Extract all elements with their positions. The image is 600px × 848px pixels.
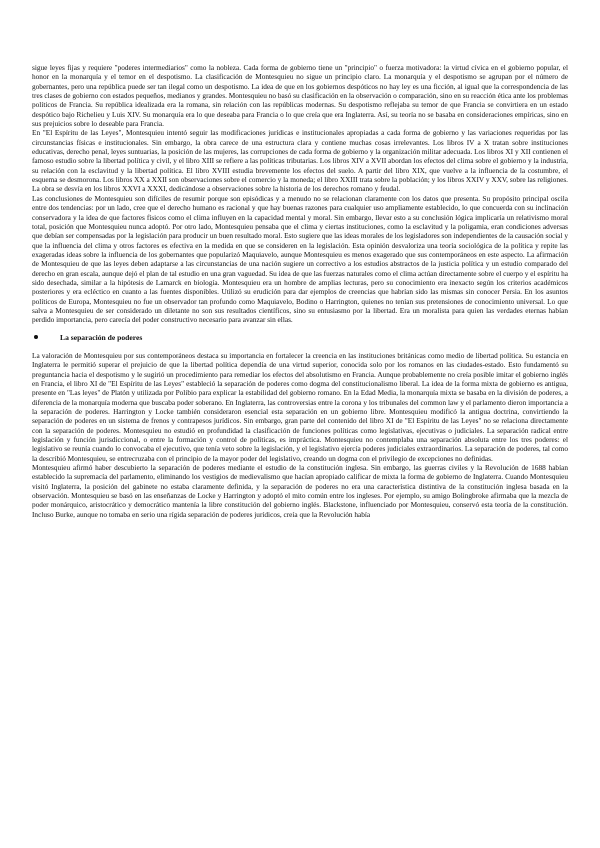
document-body <box>32 63 568 519</box>
body-paragraph: Montesquieu afirmó haber descubierto la separación de poderes mediante el estudio de la constitución inglesa. Sin embargo, las guerras civiles y la Revolución de 1688 habían establecido la supremacía del parlamento, eliminando los vestigios de medievalismo que hacían apropiado calificar de mixta la forma de gobierno de Inglaterra. Cuando Montesquieu visitó Inglaterra, la posición del gabinete no estaba claramente definida, y la separación de poderes no era una característica distintiva de la constitución inglesa basada en la observación. Montesquieu se basó en las enseñanzas de Locke y Harrington y adoptó el mito común entre los ingleses. Por ejemplo, su amigo Bolingbroke afirmaba que la mezcla de poder monárquico, aristocrático y democrático mantenía la libre constitución del gobierno inglés. Blackstone, influenciado por Montesquieu, conservó esta teoría de la constitución. Incluso Burke, aunque no tomaba en serio una rígida separación de poderes jurídicos, creía que la Revolución había <box>32 463 568 519</box>
section-heading <box>32 333 568 342</box>
bullet-icon <box>34 335 38 339</box>
body-paragraph: Las conclusiones de Montesquieu son difíciles de resumir porque son episódicas y a menudo no se relacionan claramente con los datos que presenta. Su propósito principal oscila entre dos tendencias: por un lado, cree que el derecho humano es racional y que hay buenas razones para cualquier uso ampliamente establecido, lo que concuerda con su inclinación conservadora y la idea de que factores físicos como el clima influyen en la capacidad mental y moral. Sin embargo, llevar esto a su conclusión lógica implicaría un relativismo moral total, posición que Montesquieu nunca adoptó. Por otro lado, Montesquieu pensaba que el clima y ciertas instituciones, como la esclavitud y la poligamia, eran condiciones adversas que debían ser compensadas por la legislación para producir un buen resultado moral. Esto sugiere que las ideas morales de los legisladores son independientes de la causación social y que la influencia del clima y otros factores es efectiva en la medida en que se consideren en la legislación. Esta opinión desvaloriza una teoría sociológica de la política y repite las exageradas ideas sobre la influencia de los gobernantes que popularizó Maquiavelo, aunque Montesquieu es menos exagerado que sus contemporáneos en este aspecto. La afirmación de Montesquieu de que las leyes deben adaptarse a las circunstancias de una nación sugiere un correctivo a los estudios abstractos de la justicia política y un estudio comparado del derecho en gran escala, aunque dejó el plan de tal estudio en una gran vaguedad. Su idea de que las fuerzas naturales como el clima actúan directamente sobre el cuerpo y el espíritu ha sido desechada, similar a la hipótesis de Lamarck en biología. Montesquieu era un hombre de amplias lecturas, pero su conocimiento era inexacto según los criterios académicos posteriores y era ecléctico en cuanto a las fuentes disponibles. Utilizó su erudición para dar ejemplos de creencias que habrían sido las mismas sin conocer Persia. En los asuntos políticos de Europa, Montesquieu no fue un observador tan profundo como Maquiavelo, Bodino o Harrington, quienes no tenían sus pretensiones de conocimiento universal. Lo que salva a Montesquieu de ser considerado un diletante no son sus resultados científicos, sino su entusiasmo por la libertad. Era un moralista para quien las verdades eternas habían perdido importancia, pero carecía del poder constructivo necesario para avanzar sin ellas. <box>32 193 568 325</box>
body-paragraph: sigue leyes fijas y requiere "poderes intermediarios" como la nobleza. Cada forma de gobierno tiene un "principio" o fuerza motivadora: la virtud cívica en el gobierno popular, el honor en la monarquía y el temor en el despotismo. La clasificación de Montesquieu no sigue un principio claro. La monarquía y el despotismo se agrupan por el número de gobernantes, pero una república puede ser tan ilegal como un despotismo. La idea de que en los gobiernos despóticos no hay ley es una ficción, al igual que la correspondencia de las tres clases de gobierno con estados pequeños, medianos y grandes. Montesquieu no basó su clasificación en la observación o comparación, sino en su reacción ética ante los problemas políticos de Francia. Su república idealizada era la romana, sin relación con las repúblicas modernas. Su despotismo reflejaba su temor de que Francia se convirtiera en un estado despótico bajo Richelieu y Luis XIV. Su monarquía era lo que deseaba para Francia o lo que creía que era Inglaterra. Así, su teoría no se basaba en consideraciones empíricas, sino en sus prejuicios sobre lo deseable para Francia. <box>32 63 568 129</box>
body-paragraph: En "El Espíritu de las Leyes", Montesquieu intentó seguir las modificaciones jurídicas e institucionales apropiadas a cada forma de gobierno y las variaciones requeridas por las circunstancias físicas e institucionales. Sin embargo, la obra carece de una estructura clara y contiene muchas cosas irrelevantes. Los libros IV a X tratan sobre instituciones educativas, derecho penal, leyes suntuarias, la posición de las mujeres, las corrupciones de cada forma de gobierno y la organización militar adecuada. Los libros XI y XII contienen el famoso estudio sobre la libertad política y civil, y el libro XIII se refiere a las políticas tributarias. Los libros XIV a XVII abordan los efectos del clima sobre el gobierno y la industria, su relación con la esclavitud y la libertad política. El libro XVIII estudia brevemente los efectos del suelo. A partir del libro XIX, que vuelve a la influencia de la costumbre, el esquema se desmorona. Los libros XX a XXII son observaciones sobre el comercio y la moneda; el libro XXIII trata sobre la población; y los libros XXIV y XXV, sobre las religiones. La obra se desvía en los libros XXVI a XXXI, dedicándose a observaciones sobre la historia de los derechos romano y feudal. <box>32 128 568 194</box>
body-paragraph: La valoración de Montesquieu por sus contemporáneos destaca su importancia en fortalecer la creencia en las instituciones británicas como medio de libertad política. Su estancia en Inglaterra le permitió superar el prejuicio de que la libertad política dependía de una virtud superior, conocida solo por los romanos en las ciudades-estado. Esto fundamentó su preguntancia hacia el despotismo y le sugirió un procedimiento para remediar los efectos del absolutismo en Francia. Aunque probablemente no creía posible imitar el gobierno inglés en Francia, el libro XI de "El Espíritu de las Leyes" estableció la separación de poderes como dogma del constitucionalismo liberal. La idea de la forma mixta de gobierno es antigua, presente en "Las leyes" de Platón y utilizada por Polibio para explicar la estabilidad del gobierno romano. En la Edad Media, la monarquía mixta se basaba en la división de poderes, a diferencia de la monarquía moderna que buscaba poder soberano. En Inglaterra, las controversias entre la corona y los tribunales del common law y el parlamento dieron importancia a la separación de poderes. Harrington y Locke también consideraron esencial esta separación en un gobierno libre. Montesquieu modificó la antigua doctrina, convirtiendo la separación de poderes en un sistema de frenos y contrapesos jurídicos. Sin embargo, gran parte del contenido del libro XI de "El Espíritu de las Leyes" no se relaciona directamente con la separación de poderes. Montesquieu no estudió en profundidad la clasificación de funciones políticas como legislativas, ejecutivas o judiciales. La separación radical entre legislación y función jurisdiccional, o entre la formación y control de políticas, es impráctica. Montesquieu no contemplaba una separación absoluta entre los tres poderes: el legislativo se reunía cuando lo convocaba el ejecutivo, que tenía veto sobre la legislación, y el legislativo ejercía poderes judiciales extraordinarios. La separación de poderes, tal como la describió Montesquieu, se entrecruzaba con el principio de la mayor poder del legislativo, creando un dogma con el privilegio de excepciones no definidas. <box>32 350 568 463</box>
section-heading-text: La separación de poderes <box>60 332 143 342</box>
